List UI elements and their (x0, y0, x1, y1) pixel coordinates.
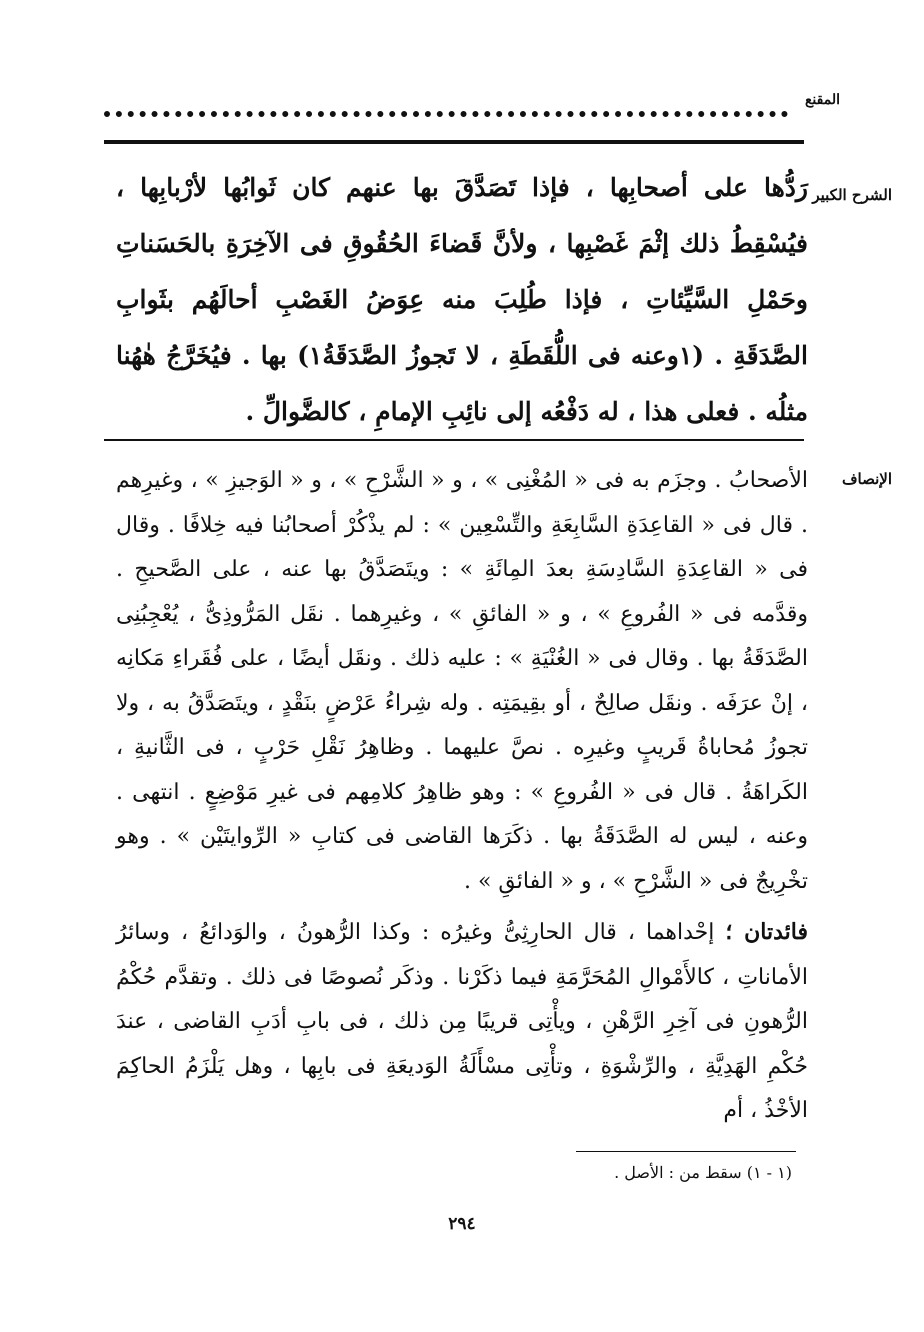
footnote: (١ - ١) سقط من : الأصل . (614, 1163, 792, 1182)
sharh-section (116, 160, 808, 440)
insaf-paragraph-2 (116, 910, 808, 1134)
fawaid-lead: فائدتان ؛ (725, 919, 808, 945)
insaf-paragraph-1: الأصحابُ . وجزَم به فى « المُغْنِى » ، و « الشَّرْحِ » ، و « الوَجيزِ » ، وغيرِهم . قال فى « القاعِدَةِ السَّابِعَةِ والتِّسْعِين » : لم يذْكُرْ أصحابُنا فيه خِلافًا . وقال فى « القاعِدَةِ السَّادِسَةِ بعدَ المِائَةِ » : ويتَصَدَّقُ بها عنه ، على الصَّحيحِ . وقدَّمه فى « الفُروعِ » ، و « الفائقِ » ، وغيرِهما . نقَل المَرُّوذِىُّ ، يُعْجِبُنِى الصَّدَقَةُ بها . وقال فى « الغُنْيَةِ » : عليه ذلك . ونقَل أيضًا ، على فُقَراءِ مَكانِه ، إنْ عرَفَه . ونقَل صالِحٌ ، أو بقِيمَتِه . وله شِراءُ عَرْضٍ بنَقْدٍ ، ويتَصَدَّقُ به ، ولا تجوزُ مُحاباةُ قَريبٍ وغيرِه . نصَّ عليهما . وظاهِرُ نَقْلِ حَرْبٍ ، فى الثَّانيةِ ، الكَراهَةُ . قال فى « الفُروعِ » : وهو ظاهِرُ كلامِهم فى غيرِ مَوْضِعٍ . انتهى . وعنه ، ليس له الصَّدَقَةُ بها . ذكَرَها القاضى فى كتابِ « الرِّوايتَيْن » . وهو تخْرِيجٌ فى « الشَّرْحِ » ، و « الفائقِ » . (116, 468, 808, 894)
insaf-section (116, 459, 808, 1134)
sharh-section-label: الشرح الكبير (812, 186, 892, 204)
footnote-rule (576, 1151, 796, 1152)
dotted-header-rule (104, 101, 788, 117)
insaf-section-label: الإنصاف (841, 470, 892, 488)
header-thick-rule (104, 140, 804, 144)
running-title: المقنع (804, 92, 840, 108)
insaf-paragraph-2-text: إحْداهما ، قال الحارِثِىُّ وغيرُه : وكذا الرُّهونُ ، والوَدائعُ ، وسائرُ الأماناتِ ، كالأَمْوالِ المُحَرَّمَةِ فيما ذكَرْنا . وذكَر نُصوصًا فى ذلك . وتقدَّم حُكْمُ الرُّهونِ فى آخِرِ الرَّهْنِ ، ويأْتِى قريبًا مِن ذلك ، فى بابِ أدَبِ القاضى ، عندَ حُكْمِ الهَدِيَّةِ ، والرِّشْوَةِ ، وتأْتِى مسْأَلَةُ الوَديعَةِ فى بابِها ، وهل يَلْزَمُ الحاكِمَ الأخْذُ ، أم (116, 920, 808, 1123)
sharh-text: رَدُّها على أصحابِها ، فإذا تَصَدَّقَ بها عنهم كان ثَوابُها لأرْبابِها ، فيُسْقِطُ ذلك إثْمَ غَصْبِها ، ولأنَّ قَضاءَ الحُقُوقِ فى الآخِرَةِ بالحَسَناتِ وحَمْلِ السَّيِّئاتِ ، فإذا طُلِبَ منه عِوَضُ الغَصْبِ أحالَهُم بثَوابِ الصَّدَقَةِ . (١وعنه فى اللُّقَطَةِ ، لا تَجوزُ الصَّدَقَةُ١) بها . فيُخَرَّجُ هٰهُنا مثلُه . فعلى هذا ، له دَفْعُه إلى نائِبِ الإمامِ ، كالضَّوالِّ . (116, 173, 808, 426)
section-divider (104, 439, 804, 441)
page-number: ٢٩٤ (448, 1214, 476, 1234)
